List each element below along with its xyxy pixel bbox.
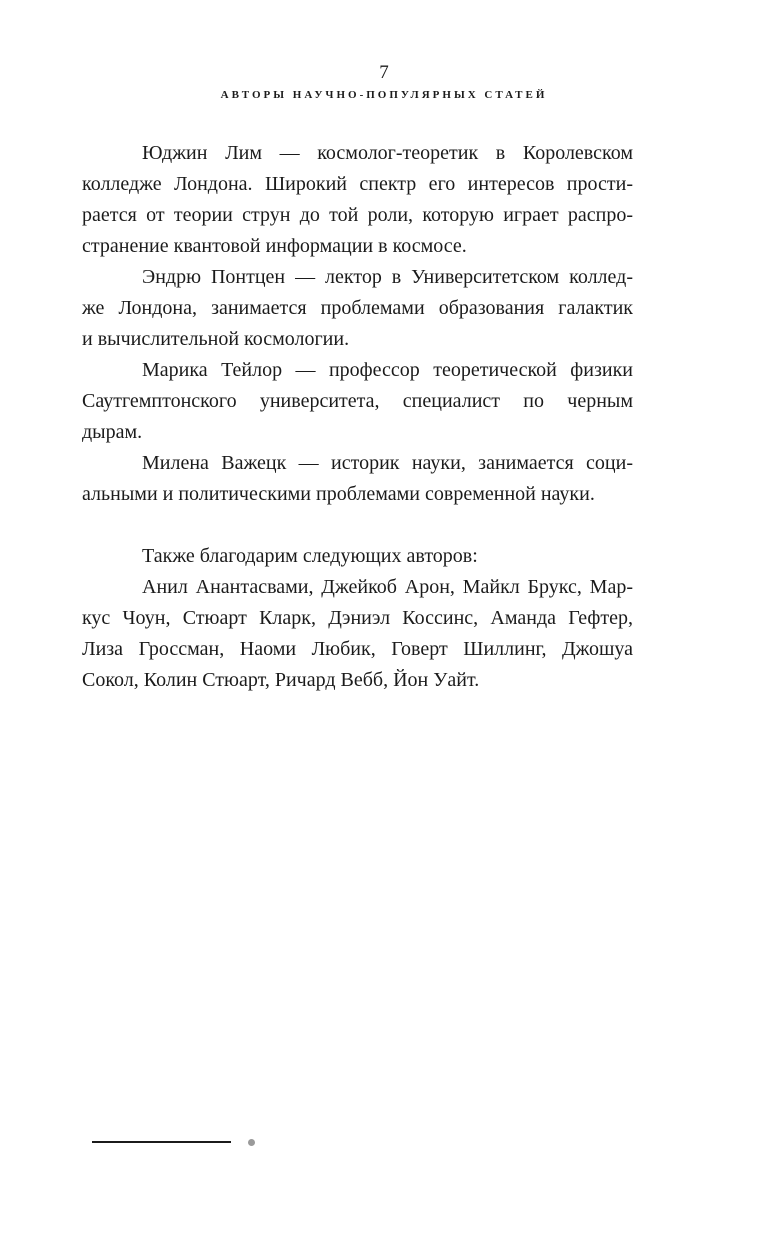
text-line: Также благодарим следующих авторов: (142, 545, 478, 567)
text-line: колледже Лондона. Широкий спектр его интересов прости- (82, 173, 633, 195)
page-body (82, 138, 633, 696)
page-number: 7 (379, 62, 389, 83)
text-line: Анил Анантасвами, Джейкоб Арон, Майкл Брукс, Мар- (142, 576, 633, 598)
running-head-title: АВТОРЫ НАУЧНО-ПОПУЛЯРНЫХ СТАТЕЙ (220, 89, 548, 101)
footer-dot (248, 1139, 255, 1146)
paragraph-author-bio (82, 262, 633, 355)
text-line: странение квантовой информации в космосе. (82, 235, 467, 257)
text-line: Сокол, Колин Стюарт, Ричард Вебб, Йон Уайт. (82, 669, 480, 691)
text-line: Эндрю Понтцен — лектор в Университетском коллед- (142, 266, 633, 288)
text-line: Саутгемптонского университета, специалист по черным (82, 390, 633, 412)
text-line: кус Чоун, Стюарт Кларк, Дэниэл Коссинс, Аманда Гефтер, (82, 607, 633, 629)
paragraph-author-bio (82, 138, 633, 262)
text-line: Милена Важецк — историк науки, занимается соци- (142, 452, 633, 474)
paragraph-acknowledgment-intro (82, 541, 633, 572)
text-line: и вычислительной космологии. (82, 328, 350, 350)
paragraph-acknowledgment-names (82, 572, 633, 696)
text-line: рается от теории струн до той роли, которую играет распро- (82, 204, 633, 226)
paragraph-author-bio (82, 448, 633, 510)
text-line: альными и политическими проблемами современной науки. (82, 483, 595, 505)
text-line: Марика Тейлор — профессор теоретической физики (142, 359, 633, 381)
text-line: Лиза Гроссман, Наоми Любик, Говерт Шиллинг, Джошуа (82, 638, 633, 660)
footer-rule (92, 1141, 231, 1143)
paragraph-author-bio (82, 355, 633, 448)
text-line: дырам. (82, 421, 143, 443)
text-line: Юджин Лим — космолог-теоретик в Королевском (142, 142, 633, 164)
text-line: же Лондона, занимается проблемами образования галактик (82, 297, 633, 319)
